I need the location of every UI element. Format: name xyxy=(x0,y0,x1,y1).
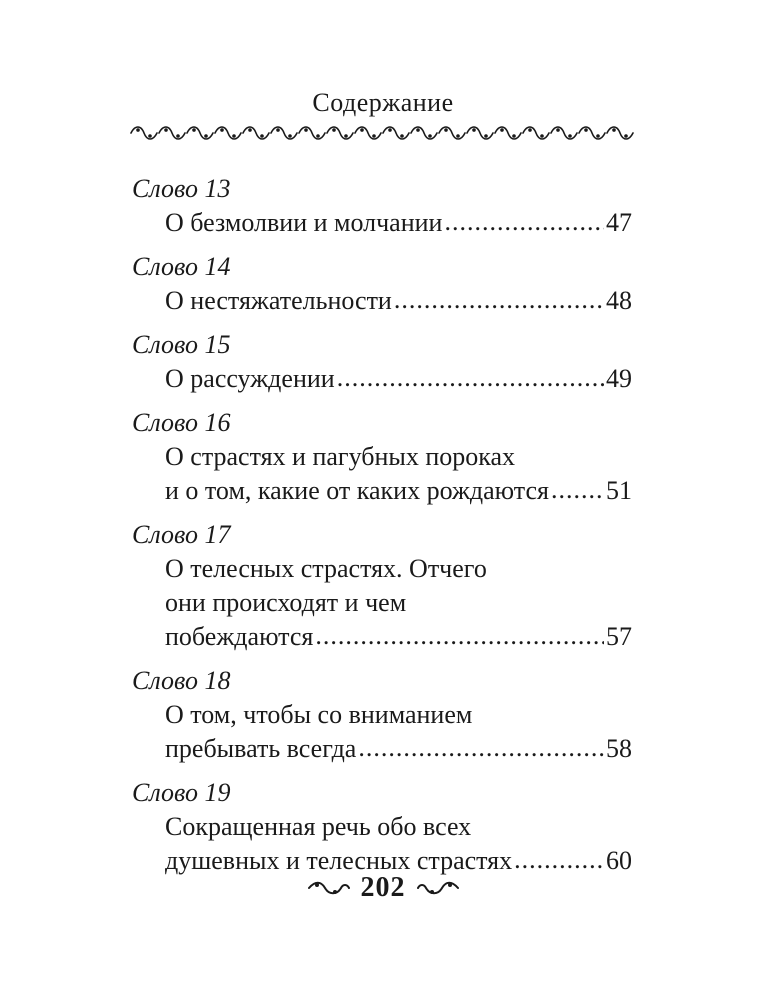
page-number: 202 xyxy=(360,872,406,903)
page-ref: 60 xyxy=(606,846,632,875)
ornament-dot xyxy=(624,134,628,138)
ornament-scroll xyxy=(271,127,297,139)
ornament-dot xyxy=(360,128,364,132)
ornament-scroll xyxy=(355,127,381,139)
chapter-title: О нестяжательности xyxy=(165,286,392,315)
ornament-scroll xyxy=(439,127,465,139)
dot-leader xyxy=(444,205,604,239)
ornament-scroll xyxy=(579,127,605,139)
ornament-dot xyxy=(584,128,588,132)
ornament-dot xyxy=(388,128,392,132)
toc-entry xyxy=(132,328,632,396)
ornament-dot xyxy=(612,128,616,132)
ornament-scroll xyxy=(495,127,521,139)
dot-leader xyxy=(551,473,604,507)
ornament-dot xyxy=(540,134,544,138)
toc-line[interactable] xyxy=(165,284,632,318)
ornament-scroll xyxy=(187,127,213,139)
page-title: Содержание xyxy=(312,88,454,117)
toc-entry xyxy=(132,172,632,240)
ornament-scroll xyxy=(551,127,577,139)
ornament-dot xyxy=(596,134,600,138)
ornament-scroll xyxy=(523,127,549,139)
chapter-title: и о том, какие от каких рождаются xyxy=(165,476,549,505)
dot-leader xyxy=(315,619,604,653)
ornament-dot xyxy=(344,134,348,138)
toc-entry xyxy=(132,250,632,318)
chapter-title: О безмолвии и молчании xyxy=(165,208,443,237)
ornament-dot xyxy=(176,134,180,138)
ornament-scroll xyxy=(159,127,185,139)
ornament-dot xyxy=(220,128,224,132)
ornament-scroll xyxy=(243,127,269,139)
ornament-scroll xyxy=(299,127,325,139)
ornament-dot xyxy=(164,128,168,132)
toc-line[interactable] xyxy=(165,732,632,766)
ornament-dot xyxy=(192,128,196,132)
toc-line[interactable] xyxy=(165,620,632,654)
chapter-label: Слово 14 xyxy=(132,252,231,281)
ornament-dot xyxy=(568,134,572,138)
page-ref: 49 xyxy=(606,364,632,393)
page-ref: 57 xyxy=(606,622,632,651)
ornament-dot xyxy=(500,128,504,132)
ornament-dot xyxy=(444,128,448,132)
ornament-dot xyxy=(484,134,488,138)
ornament-dot xyxy=(456,134,460,138)
chapter-label: Слово 13 xyxy=(132,174,231,203)
ornament-dot xyxy=(428,134,432,138)
ornament-dot xyxy=(288,134,292,138)
ornament-dot xyxy=(276,128,280,132)
chapter-title: пребывать всегда xyxy=(165,734,357,763)
ornament-dot xyxy=(260,134,264,138)
ornament-dot xyxy=(512,134,516,138)
dot-leader xyxy=(394,283,604,317)
ornament-dot xyxy=(204,134,208,138)
ornament-scroll xyxy=(411,127,437,139)
toc-entry xyxy=(132,776,632,878)
chapter-label: Слово 17 xyxy=(132,520,231,549)
ornament-dot xyxy=(136,128,140,132)
chapter-title-line: они происходят и чем xyxy=(165,588,407,617)
ornament-dot xyxy=(332,128,336,132)
ornament-dot xyxy=(248,128,252,132)
ornament-dot xyxy=(416,128,420,132)
toc-entry xyxy=(132,406,632,508)
flourish-icon xyxy=(307,880,351,896)
chapter-title-line: О телесных страстях. Отчего xyxy=(165,554,487,583)
chapter-label: Слово 19 xyxy=(132,778,231,807)
ornament-scroll xyxy=(215,127,241,139)
ornament-dot xyxy=(528,128,532,132)
chapter-title: побеждаются xyxy=(165,622,314,651)
page-ref: 51 xyxy=(606,476,632,505)
toc-line[interactable] xyxy=(165,206,632,240)
ornament-scroll xyxy=(607,127,633,139)
toc-line[interactable] xyxy=(165,474,632,508)
ornament-scroll xyxy=(327,127,353,139)
dot-leader xyxy=(358,731,604,765)
ornament-dot xyxy=(400,134,404,138)
chapter-title: О рассуждении xyxy=(165,364,335,393)
ornament-scroll xyxy=(383,127,409,139)
ornament-dot xyxy=(304,128,308,132)
ornament-dot xyxy=(232,134,236,138)
ornament-dot xyxy=(316,134,320,138)
chapter-title-line: О том, чтобы со вниманием xyxy=(165,700,473,729)
ornament-dot xyxy=(372,134,376,138)
page-footer xyxy=(0,868,766,908)
toc-entry xyxy=(132,518,632,654)
chapter-label: Слово 15 xyxy=(132,330,231,359)
page-ref: 47 xyxy=(606,208,632,237)
chapter-label: Слово 16 xyxy=(132,408,231,437)
toc-entry xyxy=(132,664,632,766)
chapter-title-line: О страстях и пагубных пороках xyxy=(165,442,516,471)
ornament-scroll xyxy=(467,127,493,139)
page-ref: 58 xyxy=(606,734,632,763)
ornament-dot xyxy=(472,128,476,132)
chapter-label: Слово 18 xyxy=(132,666,231,695)
toc-line[interactable] xyxy=(165,362,632,396)
table-of-contents xyxy=(132,172,632,888)
ornament-scroll xyxy=(131,127,157,139)
flourish-icon xyxy=(416,880,460,896)
ornament-dot xyxy=(148,134,152,138)
ornament-dot xyxy=(556,128,560,132)
scroll-ornament-icon xyxy=(130,122,634,144)
page-ref: 48 xyxy=(606,286,632,315)
dot-leader xyxy=(337,361,604,395)
chapter-title: душевных и телесных страстях xyxy=(165,846,513,875)
chapter-title-line: Сокращенная речь обо всех xyxy=(165,812,472,841)
